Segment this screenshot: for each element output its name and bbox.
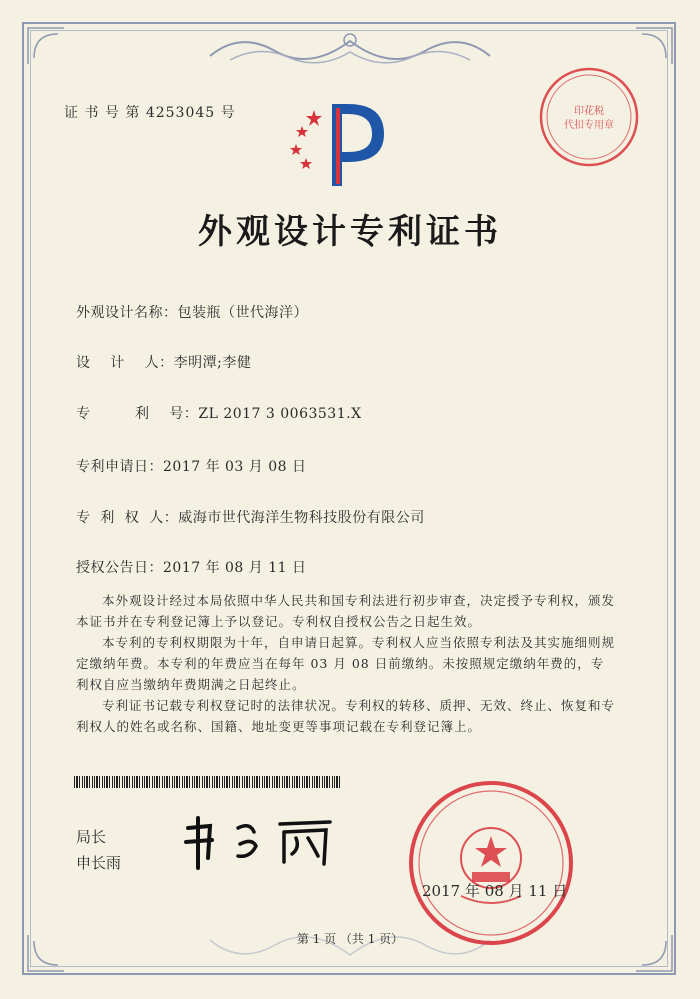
- field-patentee: [76, 507, 425, 527]
- field-announcement-date: [76, 557, 307, 577]
- paragraph-term: 本专利的专利权期限为十年，自申请日起算。专利权人应当依照专利法及其实施细则规定缴纳年费。本专利的年费应当在每年 03 月 08 日前缴纳。未按照规定缴纳年费的，专利权自应当缴纳年费期满之日起终止。: [76, 635, 616, 692]
- svg-text:代扣专用章: 代扣专用章: [564, 120, 614, 131]
- director-signature: [180, 814, 350, 870]
- field-design-name: [76, 302, 308, 322]
- director-title: 局长: [76, 828, 107, 846]
- field-design-name-label: 外观设计名称：: [76, 305, 178, 321]
- corner-ornament-top-right: [634, 26, 674, 66]
- agency-seal-top-right: [536, 64, 642, 170]
- field-designer: [76, 352, 251, 372]
- certificate-number-label: 证 书 号 第: [64, 105, 141, 121]
- certificate-number-suffix: 号: [220, 105, 236, 121]
- field-application-date-label: 专利申请日：: [76, 459, 163, 475]
- svg-text:印花税: 印花税: [574, 106, 604, 117]
- corner-ornament-top-left: [26, 26, 66, 66]
- field-announcement-date-value: 2017 年 08 月 11 日: [163, 560, 307, 576]
- field-patent-number: [76, 403, 362, 423]
- paragraph-grant: 本外观设计经过本局依照中华人民共和国专利法进行初步审查，决定授予专利权，颁发本证书并在专利登记簿上予以登记。专利权自授权公告之日起生效。: [76, 593, 616, 629]
- seal-date: 2017 年 08 月 11 日: [422, 882, 568, 900]
- certificate-number: [64, 102, 236, 122]
- cnipa-logo: [286, 98, 390, 190]
- page-footer: 第 1 页 （共 1 页）: [296, 932, 404, 946]
- field-application-date: [76, 456, 307, 476]
- field-designer-value: 李明潭;李健: [173, 355, 252, 371]
- director-name: 申长雨: [76, 854, 122, 872]
- top-ornament: [200, 26, 500, 72]
- certificate-title: 外观设计专利证书: [198, 212, 502, 252]
- field-design-name-value: 包装瓶（世代海洋）: [177, 305, 308, 321]
- field-patentee-value: 威海市世代海洋生物科技股份有限公司: [178, 510, 425, 526]
- field-announcement-date-label: 授权公告日：: [76, 560, 163, 576]
- field-patent-number-label: 专 利 号：: [76, 406, 199, 422]
- field-application-date-value: 2017 年 03 月 08 日: [163, 459, 307, 475]
- field-patent-number-value: ZL 2017 3 0063531.X: [198, 406, 362, 422]
- barcode: [74, 776, 342, 788]
- paragraph-legal-status: 专利证书记载专利权登记时的法律状况。专利权的转移、质押、无效、终止、恢复和专利权人的姓名或名称、国籍、地址变更等事项记载在专利登记簿上。: [76, 698, 616, 734]
- certificate-number-value: 4253045: [145, 105, 216, 121]
- field-designer-label: 设 计 人：: [76, 355, 174, 371]
- national-ip-seal: [406, 778, 576, 948]
- field-patentee-label: 专 利 权 人：: [76, 510, 179, 526]
